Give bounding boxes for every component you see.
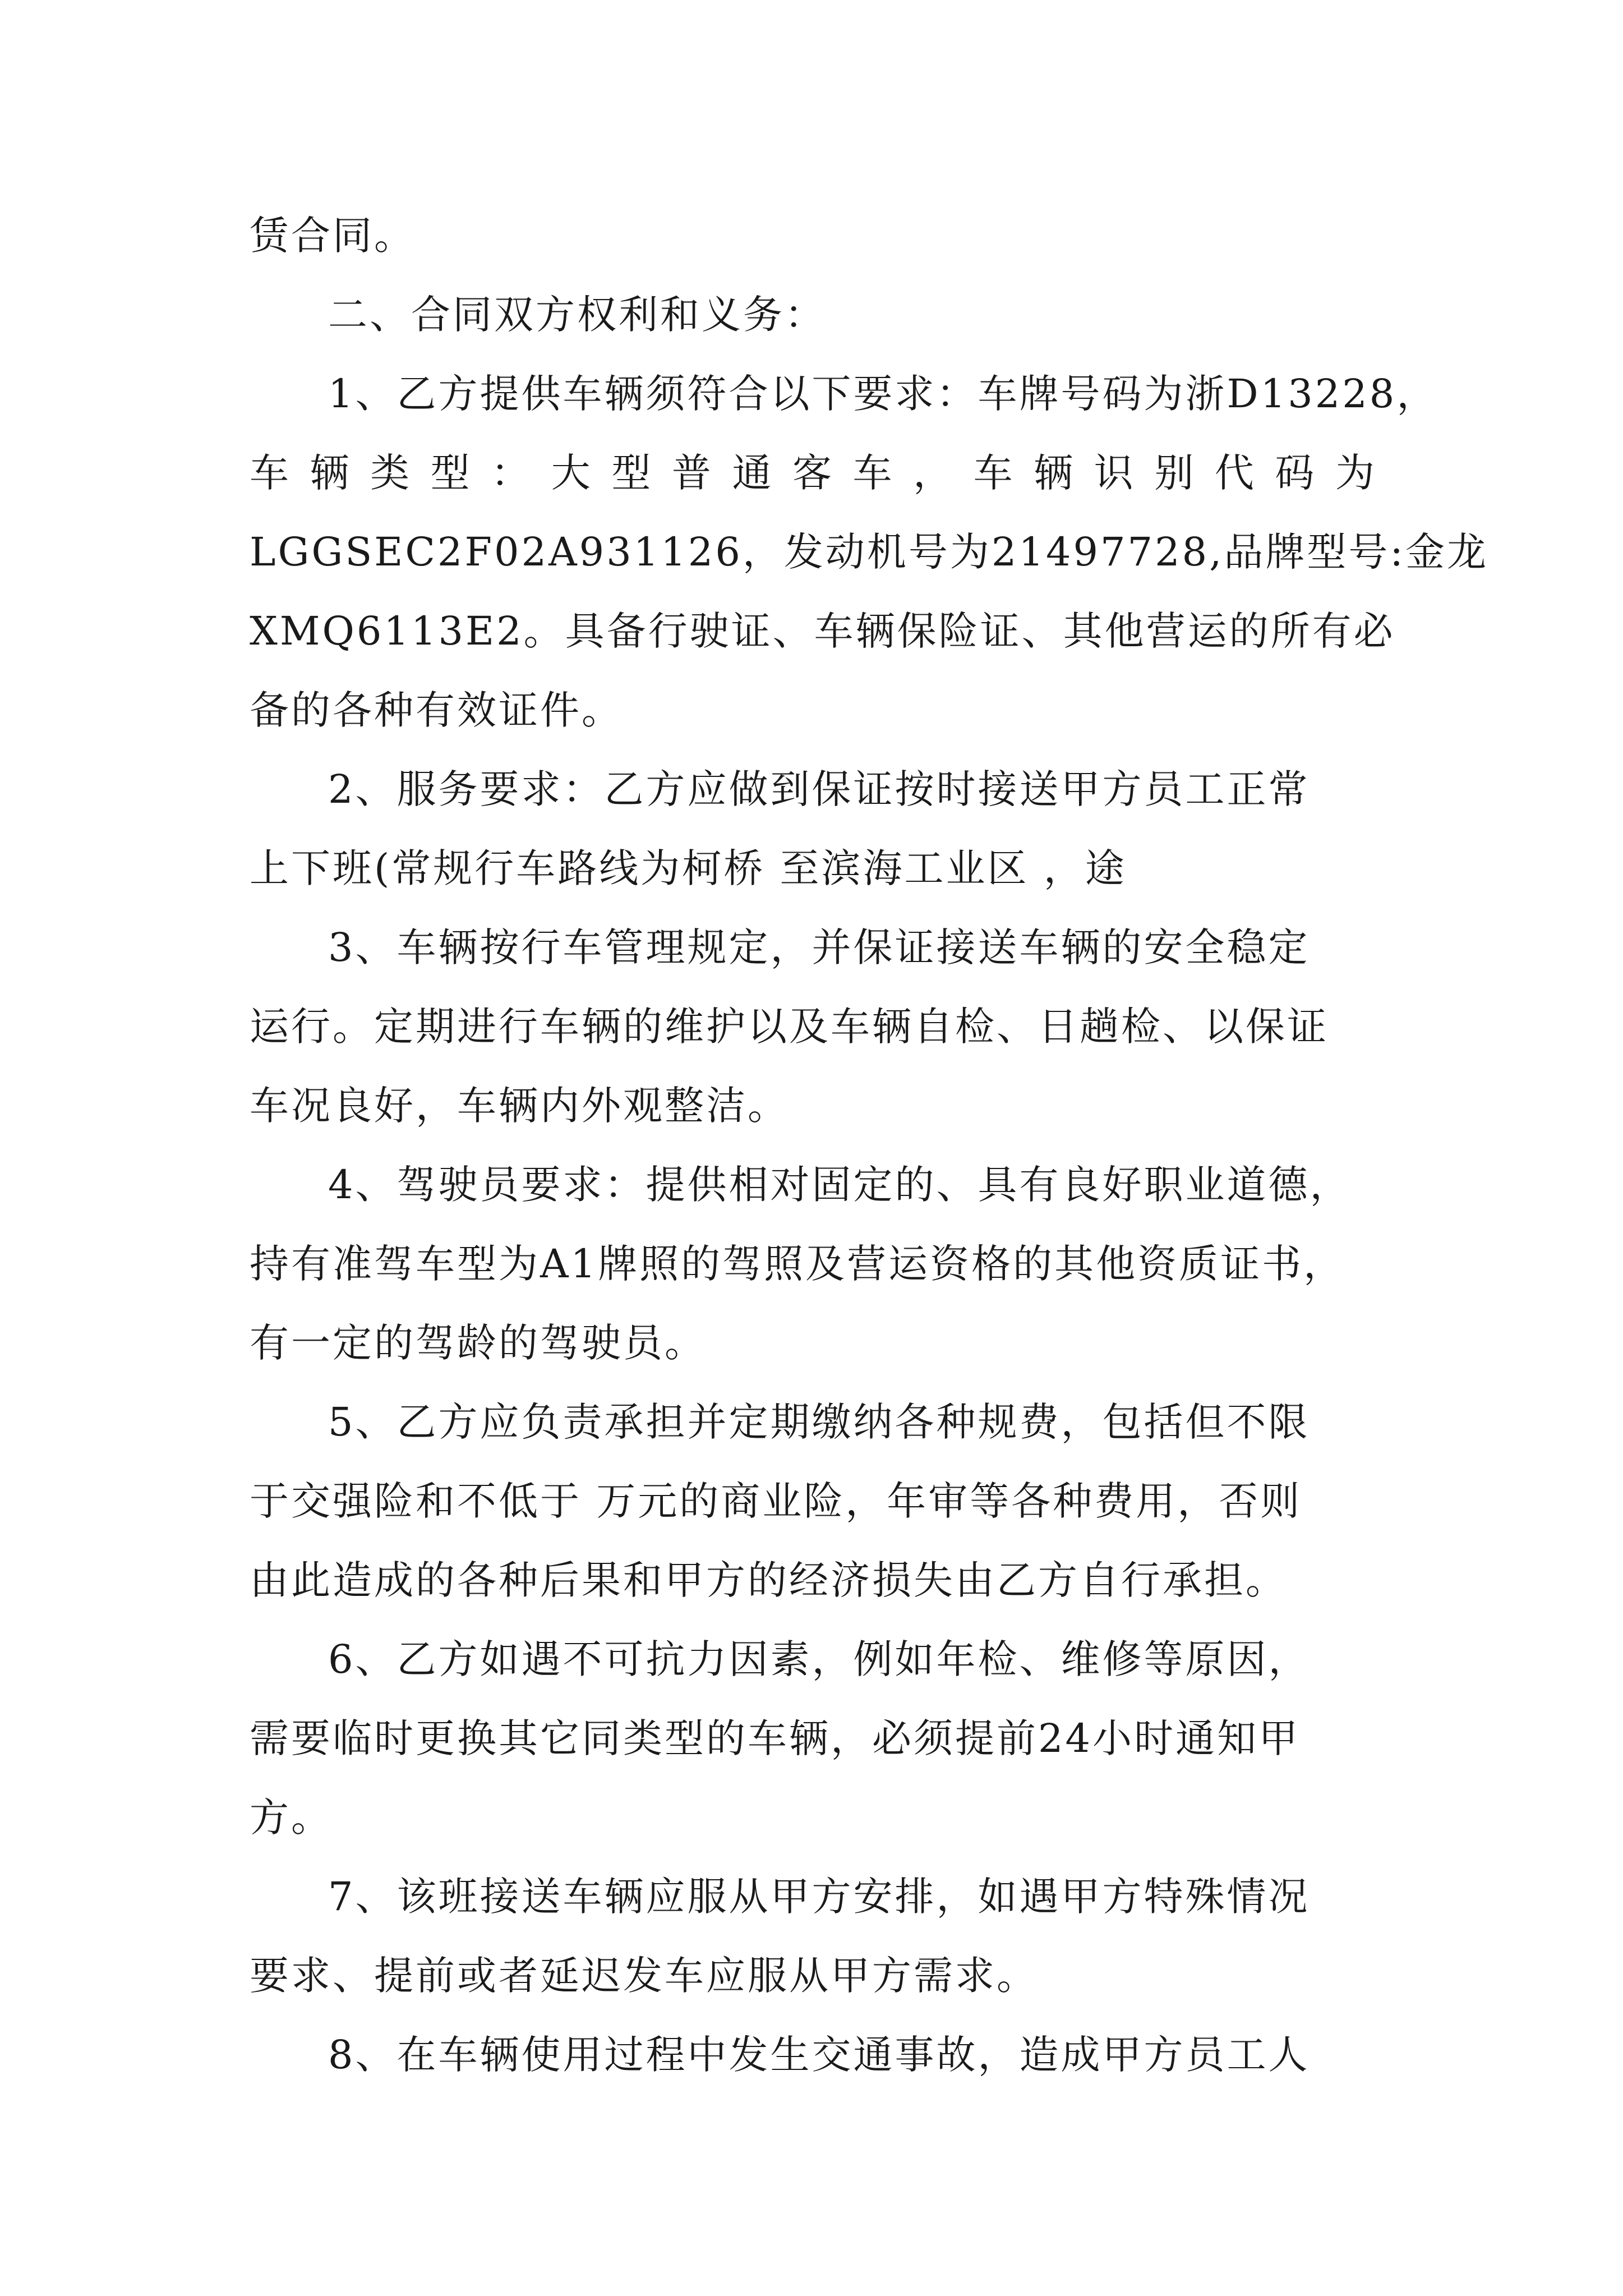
text-line: 方。 [250, 1795, 333, 1841]
text-line: XMQ6113E2。具备行驶证、车辆保险证、其他营运的所有必 [250, 608, 1395, 654]
contract-body-text [250, 196, 1489, 2095]
text-line: 6、乙方如遇不可抗力因素，例如年检、维修等原因， [328, 1636, 1310, 1682]
text-line: 运行。定期进行车辆的维护以及车辆自检、日趟检、以保证 [250, 1004, 1329, 1050]
text-line: 于交强险和不低于 万元的商业险，年审等各种费用，否则 [250, 1478, 1302, 1524]
text-line: 有一定的驾龄的驾驶员。 [250, 1320, 706, 1366]
text-line: 由此造成的各种后果和甲方的经济损失由乙方自行承担。 [250, 1557, 1287, 1603]
text-line: 二、合同双方权利和义务： [328, 292, 826, 338]
text-line: 3、车辆按行车管理规定，并保证接送车辆的安全稳定 [328, 924, 1310, 970]
text-line: 持有准驾车型为A1牌照的驾照及营运资格的其他资质证书， [250, 1241, 1345, 1287]
text-line: 8、在车辆使用过程中发生交通事故，造成甲方员工人 [328, 2032, 1310, 2078]
text-line: 车 辆 类 型 ： 大 型 普 通 客 车 ， 车 辆 识 别 代 码 为 [250, 450, 1377, 496]
text-line: 1、乙方提供车辆须符合以下要求：车牌号码为浙D13228， [328, 371, 1438, 417]
text-line: 2、服务要求：乙方应做到保证按时接送甲方员工正常 [328, 766, 1310, 812]
text-line: 7、该班接送车辆应服从甲方安排，如遇甲方特殊情况 [328, 1874, 1310, 1920]
text-line: 上下班(常规行车路线为柯桥 至滨海工业区 ，途 [250, 845, 1127, 891]
text-line: 5、乙方应负责承担并定期缴纳各种规费，包括但不限 [328, 1399, 1310, 1445]
text-line: LGGSEC2F02A931126，发动机号为21497728,品牌型号:金龙 [250, 529, 1489, 575]
text-line: 需要临时更换其它同类型的车辆，必须提前24小时通知甲 [250, 1715, 1301, 1761]
text-line: 4、驾驶员要求：提供相对固定的、具有良好职业道德， [328, 1162, 1352, 1208]
text-line: 车况良好，车辆内外观整洁。 [250, 1083, 789, 1129]
text-line: 要求、提前或者延迟发车应服从甲方需求。 [250, 1953, 1038, 1999]
text-line: 赁合同。 [250, 213, 416, 259]
text-line: 备的各种有效证件。 [250, 687, 623, 733]
